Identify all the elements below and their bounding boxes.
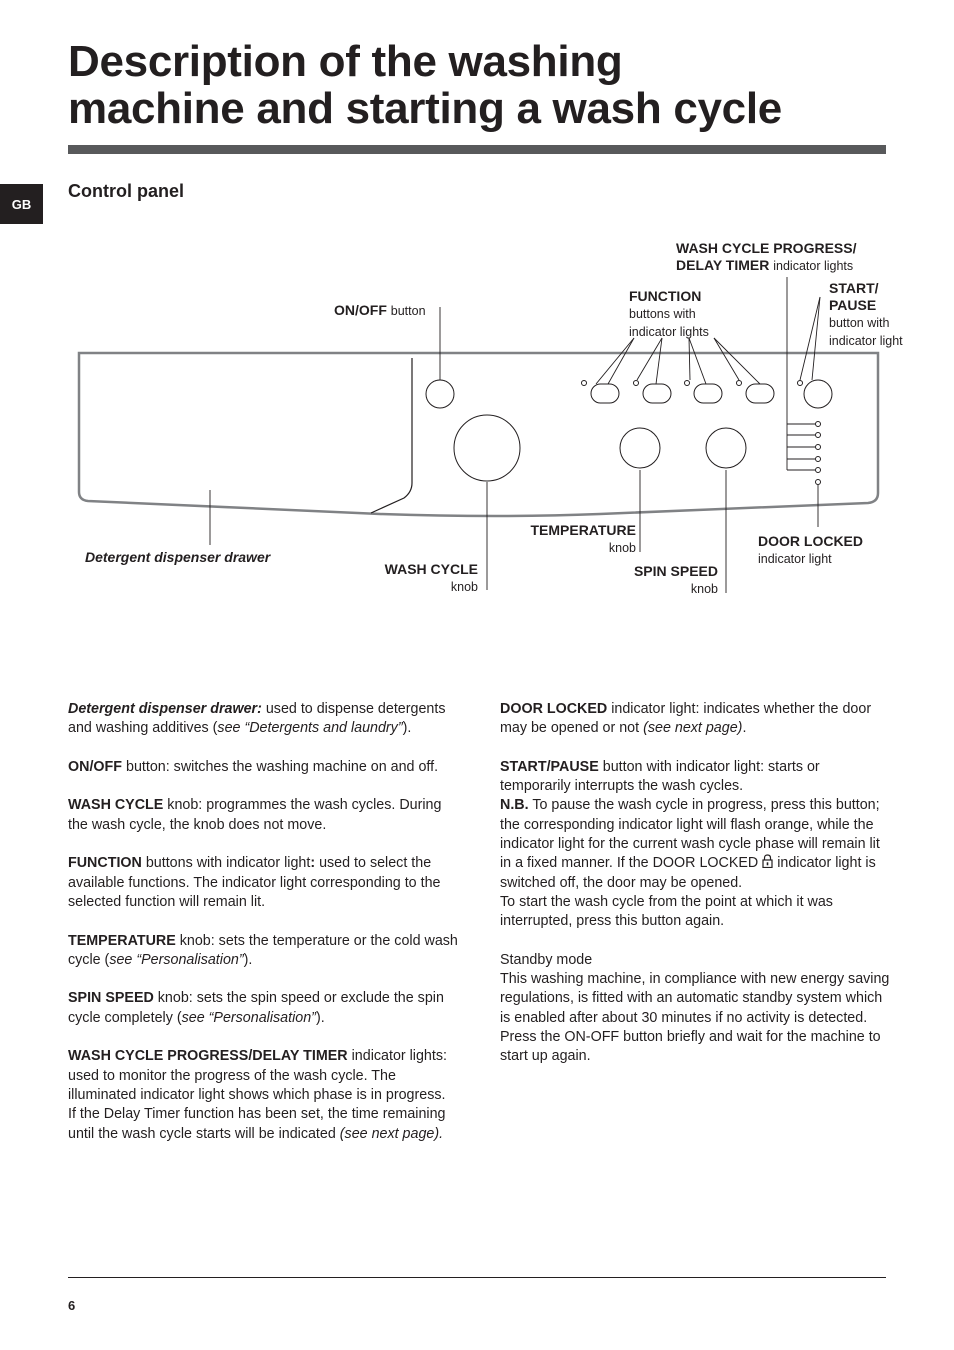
progress-led-1 (816, 422, 821, 427)
title-line-2: machine and starting a wash cycle (68, 84, 782, 133)
progress-led-3 (816, 445, 821, 450)
function-led-4 (737, 381, 742, 386)
lock-icon (762, 854, 773, 868)
para-spin-speed: SPIN SPEED knob: sets the spin speed or exclude the spin cycle completely (see “Personalisation”). (68, 990, 444, 1026)
function-led-3 (685, 381, 690, 386)
function-led-1 (582, 381, 587, 386)
label-wash-cycle-progress: WASH CYCLE PROGRESS/ DELAY TIMER indicator lights (676, 240, 857, 273)
para-function: FUNCTION buttons with indicator light: used to select the available functions. The indicator light corresponding to the selected function will remain lit. (68, 855, 441, 910)
title-line-1: Description of the washing (68, 37, 623, 86)
para-standby: Standby mode This washing machine, in compliance with new energy saving regulations, is fitted with an automatic standby system which is enabled after about 30 minutes if no activity is detected. Press the ON-OFF button briefly and wait for the machine to start up again. (500, 951, 890, 1065)
para-wash-cycle: WASH CYCLE knob: programmes the wash cycles. During the wash cycle, the knob does not move. (68, 797, 442, 833)
title-underline-bar (68, 145, 886, 154)
start-pause-led (798, 381, 803, 386)
function-led-2 (634, 381, 639, 386)
progress-led-5 (816, 468, 821, 473)
standby-title: Standby mode (500, 951, 593, 968)
label-onoff: ON/OFF button (334, 302, 426, 318)
para-start-pause: START/PAUSE button with indicator light: starts or temporarily interrupts the wash cycles. N.B. To pause the wash cycle in progress, press this button; the corresponding indicator light will flash orange, while the indicator light for the current wash cycle phase will remain lit in a fixed manner. If the DOOR LOCKED indicator light is switched off, the door may be opened. To start the wash cycle from the point at which it was interrupted, press this button again. (500, 758, 880, 930)
page-title (68, 38, 908, 132)
temperature-knob-shape (620, 428, 660, 468)
label-function: FUNCTION buttons with indicator lights (629, 288, 709, 339)
label-start-pause: START/ PAUSE button with indicator light (829, 280, 903, 348)
progress-led-4 (816, 457, 821, 462)
para-progress: WASH CYCLE PROGRESS/DELAY TIMER indicator lights: used to monitor the progress of the wash cycle. The illuminated indicator light shows which phase is in progress. If the Delay Timer function has been set, the time remaining until the wash cycle starts will be indicated (see next page). (68, 1048, 447, 1142)
left-column (68, 700, 458, 1144)
panel-outline (79, 353, 878, 516)
spin-speed-knob-shape (706, 428, 746, 468)
drawer-edge (371, 358, 412, 513)
label-spin-speed: SPIN SPEED knob (633, 563, 718, 596)
footer-rule (68, 1277, 886, 1278)
language-tab: GB (0, 184, 43, 224)
function-button-1 (591, 384, 619, 403)
function-button-4 (746, 384, 774, 403)
section-title-control-panel: Control panel (68, 181, 184, 201)
right-column (500, 700, 890, 1086)
para-detergent: Detergent dispenser drawer: used to dispense detergents and washing additives (see “Detergents and laundry”). (68, 701, 446, 737)
onoff-button-shape (426, 380, 454, 408)
start-pause-button-shape (804, 380, 832, 408)
label-temperature: TEMPERATURE knob (530, 522, 636, 555)
para-onoff: ON/OFF button: switches the washing machine on and off. (68, 758, 439, 775)
para-temperature: TEMPERATURE knob: sets the temperature or the cold wash cycle (see “Personalisation”). (68, 932, 458, 968)
para-door-locked: DOOR LOCKED indicator light: indicates whether the door may be opened or not (see next page). (500, 701, 872, 737)
label-door-locked: DOOR LOCKED indicator light (758, 533, 863, 566)
page-number: 6 (68, 1298, 76, 1313)
wash-cycle-knob-shape (454, 415, 520, 481)
label-detergent-drawer: Detergent dispenser drawer (85, 549, 271, 565)
label-wash-cycle: WASH CYCLE knob (384, 561, 478, 594)
door-locked-led (816, 480, 821, 485)
function-button-2 (643, 384, 671, 403)
function-button-3 (694, 384, 722, 403)
progress-led-2 (816, 433, 821, 438)
